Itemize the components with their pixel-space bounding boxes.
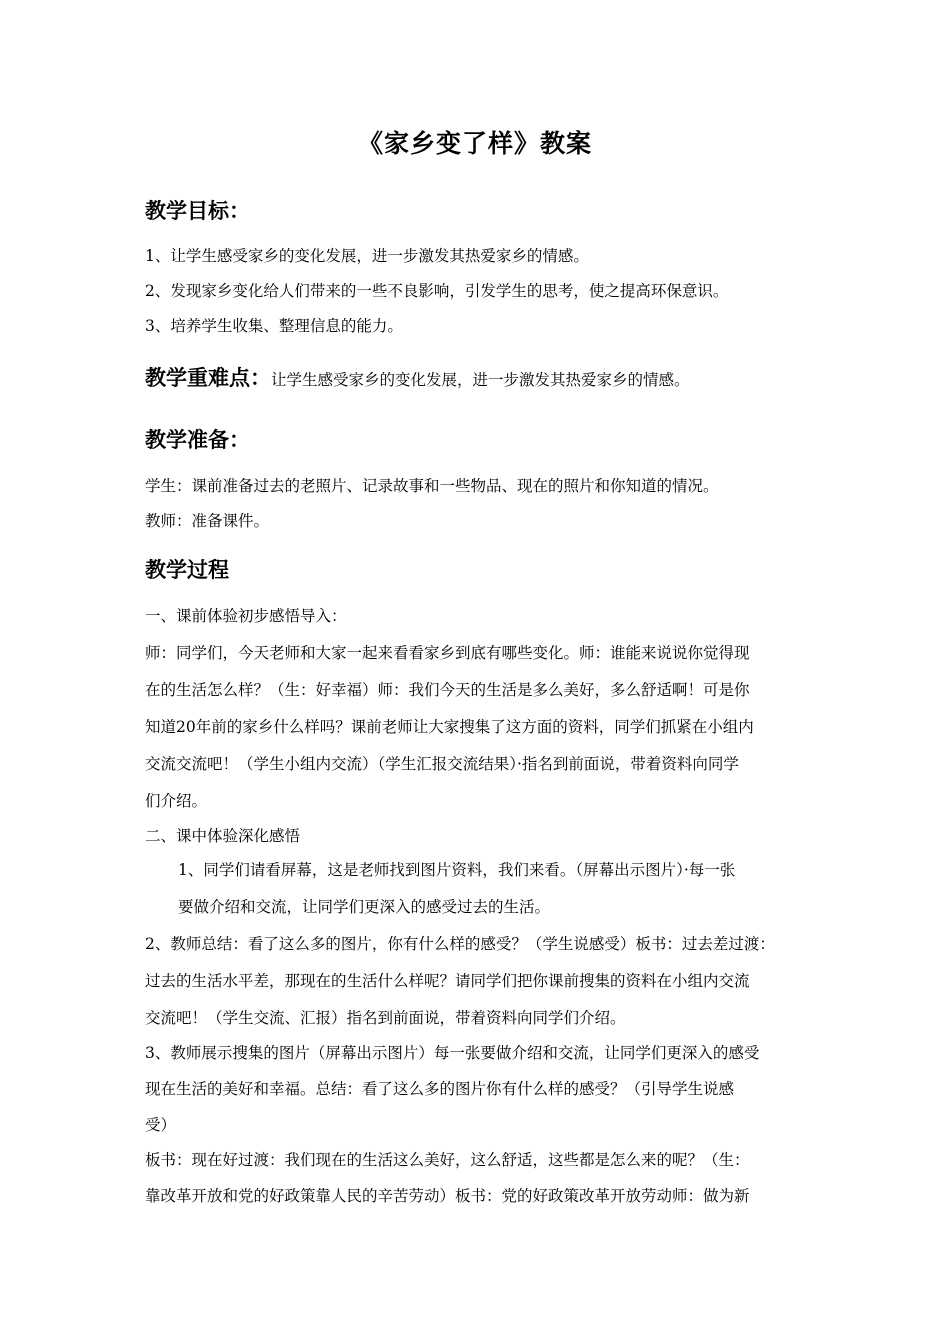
objective-item: 1、让学生感受家乡的变化发展，进一步激发其热爱家乡的情感。 [145, 247, 589, 265]
process-line: 过去的生活水平差，那现在的生活什么样呢？请同学们把你课前搜集的资料在小组内交流 [145, 972, 750, 990]
process-line: 交流吧！（学生交流、汇报）指名到前面说，带着资料向同学们介绍。 [145, 1009, 626, 1027]
process-line: 2、教师总结：看了这么多的图片，你有什么样的感受？（学生说感受）板书：过去差过渡： [145, 935, 775, 953]
process-line: 板书：现在好过渡：我们现在的生活这么美好，这么舒适，这些都是怎么来的呢？（生： [145, 1151, 750, 1169]
objectives-heading: 教学目标： [145, 198, 250, 223]
process-line: 要做介绍和交流，让同学们更深入的感受过去的生活。 [178, 898, 551, 916]
process-line: 二、课中体验深化感悟 [145, 827, 301, 845]
key-points-text: 让学生感受家乡的变化发展，进一步激发其热爱家乡的情感。 [271, 371, 690, 389]
process-line: 受） [145, 1116, 177, 1134]
process-line: 交流交流吧！（学生小组内交流）（学生汇报交流结果）·指名到前面说，带着资料向同学 [145, 755, 739, 773]
process-line: 一、课前体验初步感悟导入： [145, 607, 347, 625]
process-line: 们介绍。 [145, 792, 208, 810]
objective-item: 3、培养学生收集、整理信息的能力。 [145, 317, 403, 335]
preparation-item: 教师：准备课件。 [145, 512, 270, 530]
process-line: 知道20年前的家乡什么样吗？课前老师让大家搜集了这方面的资料，同学们抓紧在小组内 [145, 718, 754, 736]
process-line: 3、教师展示搜集的图片（屏幕出示图片）每一张要做介绍和交流，让同学们更深入的感受 [145, 1044, 760, 1062]
preparation-heading: 教学准备： [145, 427, 250, 452]
key-points-section [145, 362, 690, 392]
preparation-item: 学生：课前准备过去的老照片、记录故事和一些物品、现在的照片和你知道的情况。 [145, 477, 719, 495]
objective-item: 2、发现家乡变化给人们带来的一些不良影响，引发学生的思考，使之提高环保意识。 [145, 282, 729, 300]
process-line: 师：同学们，今天老师和大家一起来看看家乡到底有哪些变化。师：谁能来说说你觉得现 [145, 644, 750, 662]
key-points-heading: 教学重难点： [145, 365, 271, 390]
process-line: 现在生活的美好和幸福。总结：看了这么多的图片你有什么样的感受？（引导学生说感 [145, 1080, 735, 1098]
process-line: 靠改革开放和党的好政策靠人民的辛苦劳动）板书：党的好政策改革开放劳动师：做为新 [145, 1187, 750, 1205]
process-line: 1、同学们请看屏幕，这是老师找到图片资料，我们来看。（屏幕出示图片）·每一张 [178, 861, 736, 879]
process-line: 在的生活怎么样？（生：好幸福）师：我们今天的生活是多么美好，多么舒适啊！可是你 [145, 681, 750, 699]
process-heading: 教学过程 [145, 557, 229, 582]
document-title: 《家乡变了样》教案 [357, 129, 592, 158]
